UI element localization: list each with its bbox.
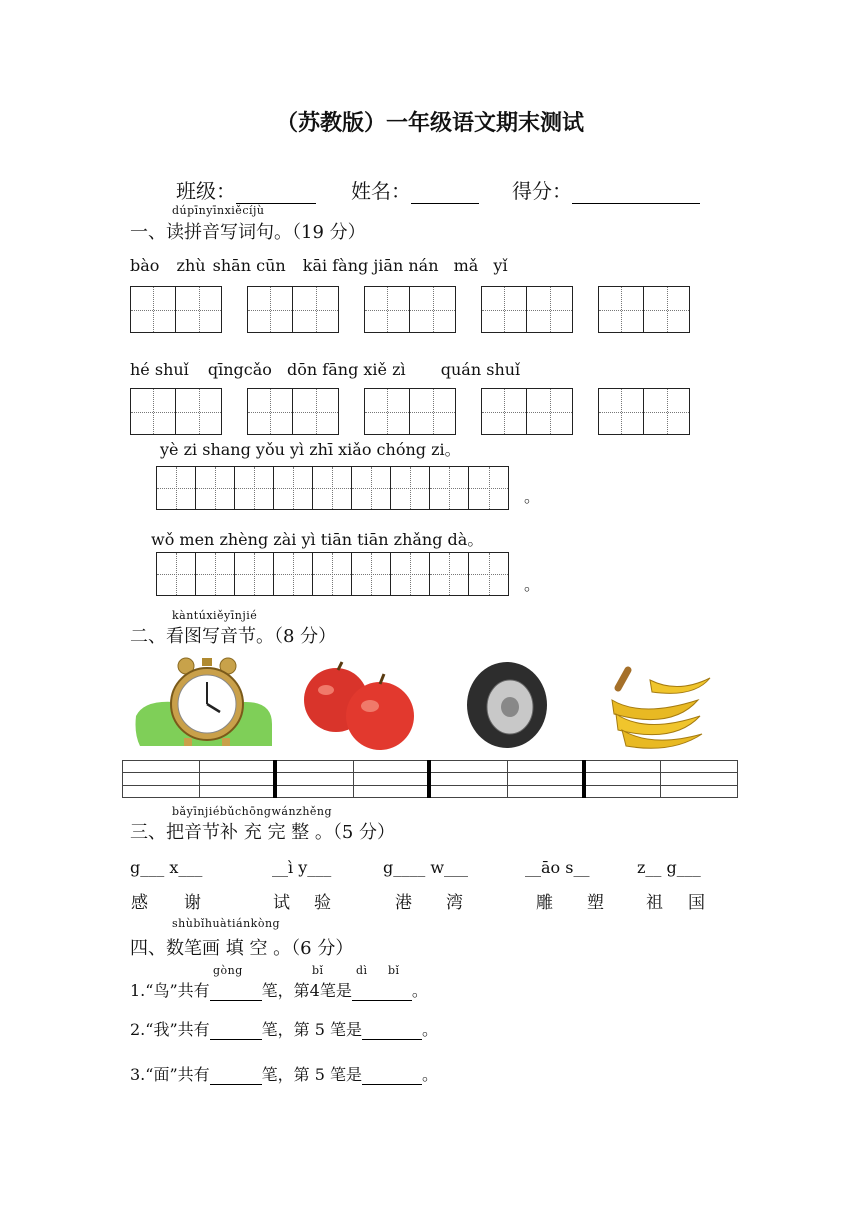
py-qingcao: qīngcǎo [207, 360, 272, 379]
s3-word-1b: 谢 [184, 893, 201, 913]
s1-row2-pinyin [130, 360, 520, 379]
tianzige-9[interactable] [481, 388, 573, 435]
page-title: （苏教版）一年级语文期末测试 [275, 110, 584, 136]
pinyin-writing-lines[interactable] [122, 760, 738, 798]
s1-heading: 一、读拼音写词句。（19 分） [130, 222, 366, 243]
py-nan: nán [408, 256, 439, 275]
question-2 [130, 1017, 438, 1040]
score-field [512, 175, 700, 204]
py-ma: mǎ [453, 256, 479, 275]
q2-part-a: 2.“我”共有 [130, 1020, 210, 1039]
tianzige-4[interactable] [481, 286, 573, 333]
tianzige-8[interactable] [364, 388, 456, 435]
q3-part-a: 3.“面”共有 [130, 1065, 210, 1084]
q1-ruby-bi: bǐ [312, 964, 324, 977]
q3-part-e: 。 [422, 1065, 439, 1084]
py-bao: bào [130, 256, 160, 275]
alarm-clock-image [134, 654, 274, 752]
q3-blank-stroke[interactable] [362, 1070, 422, 1085]
q1-ruby-di: dì [356, 964, 368, 977]
py-zhu: zhù [176, 256, 206, 275]
sentence1-grid[interactable] [156, 466, 509, 510]
s3-heading: 三、把音节补 充 完 整 。（5 分） [130, 822, 396, 843]
name-blank[interactable] [411, 183, 479, 204]
q2-blank-stroke[interactable] [362, 1025, 422, 1040]
s3-word-4b: 塑 [587, 893, 604, 913]
s3-word-5a: 祖 [646, 893, 663, 913]
class-blank[interactable] [236, 183, 316, 204]
tianzige-5[interactable] [598, 286, 690, 333]
sentence2-grid[interactable] [156, 552, 509, 596]
py-xiezi: xiě zì [363, 360, 406, 379]
py-kai: kāi [302, 256, 328, 275]
bananas-image [602, 660, 714, 752]
q2-blank-count[interactable] [210, 1025, 262, 1040]
s3-item-4-pinyin[interactable]: __āo s__ [525, 858, 590, 877]
q1-ruby-gong: gòng [213, 964, 243, 977]
s3-item-1-pinyin[interactable]: g___ x___ [130, 858, 203, 877]
py-jian: jiān [373, 256, 404, 275]
q1-part-b: 共 [177, 981, 194, 1000]
q1-part-d: 笔，第4笔是 [261, 981, 352, 1000]
tianzige-1[interactable] [130, 286, 222, 333]
s3-item-5-pinyin[interactable]: z__ g___ [637, 858, 701, 877]
s4-ruby: shùbǐhuàtiánkòng [172, 917, 281, 930]
q2-part-e: 。 [422, 1020, 439, 1039]
s1-ruby: dúpīnyīnxiěcíjù [172, 204, 265, 217]
s3-word-2b: 验 [314, 893, 331, 913]
s2-heading: 二、看图写音节。（8 分） [130, 626, 337, 647]
q3-blank-count[interactable] [210, 1070, 262, 1085]
py-yi: yǐ [493, 256, 508, 275]
sentence1-end: 。 [524, 487, 541, 506]
s3-word-4a: 雕 [536, 893, 553, 913]
s3-item-3-pinyin[interactable]: g____ w___ [383, 858, 469, 877]
q1-part-a: 1.“鸟” [130, 981, 178, 1000]
class-label: 班级： [176, 179, 236, 203]
tianzige-10[interactable] [598, 388, 690, 435]
py-heshui: hé shuǐ [130, 360, 189, 379]
name-field [351, 175, 479, 204]
s3-word-2a: 试 [273, 893, 290, 913]
s3-word-3b: 湾 [446, 893, 463, 913]
q3-part-d: 笔，第 5 笔是 [261, 1065, 362, 1084]
class-field [176, 175, 316, 204]
apples-image [300, 660, 428, 752]
s2-ruby: kàntúxiěyīnjié [172, 609, 258, 622]
py-quanshui: quán shuǐ [440, 360, 521, 379]
s4-heading: 四、数笔画 填 空 。（6 分） [130, 938, 354, 959]
sentence2-end: 。 [524, 575, 541, 594]
s3-word-1a: 感 [131, 893, 148, 913]
tire-image [464, 660, 550, 750]
q2-part-d: 笔，第 5 笔是 [261, 1020, 362, 1039]
py-dongfang: dōn fāng [287, 360, 359, 379]
score-blank[interactable] [572, 183, 700, 204]
question-3 [130, 1062, 438, 1085]
s3-word-5b: 国 [688, 893, 705, 913]
py-fang: fàng [332, 256, 369, 275]
s3-item-2-pinyin[interactable]: __ì y___ [272, 858, 332, 877]
py-cun: cūn [256, 256, 286, 275]
s3-word-3a: 港 [395, 893, 412, 913]
q1-ruby-bi2: bǐ [388, 964, 400, 977]
name-label: 姓名： [351, 179, 411, 203]
q1-blank-stroke[interactable] [352, 986, 412, 1001]
tianzige-6[interactable] [130, 388, 222, 435]
q1-blank-count[interactable] [210, 986, 262, 1001]
q1-part-e: 。 [411, 981, 428, 1000]
tianzige-3[interactable] [364, 286, 456, 333]
tianzige-2[interactable] [247, 286, 339, 333]
q1-part-c: 有 [193, 981, 210, 1000]
py-shan: shān [212, 256, 252, 275]
s3-ruby: bǎyīnjiébǔchōngwánzhěng [172, 805, 333, 818]
sentence2-pinyin: wǒ men zhèng zài yì tiān tiān zhǎng dà。 [151, 530, 484, 549]
sentence1-pinyin: yè zi shang yǒu yì zhī xiǎo chóng zi。 [160, 440, 461, 459]
tianzige-7[interactable] [247, 388, 339, 435]
score-label: 得分： [512, 179, 572, 203]
s1-row1-pinyin [130, 256, 508, 275]
question-1 [130, 978, 428, 1001]
